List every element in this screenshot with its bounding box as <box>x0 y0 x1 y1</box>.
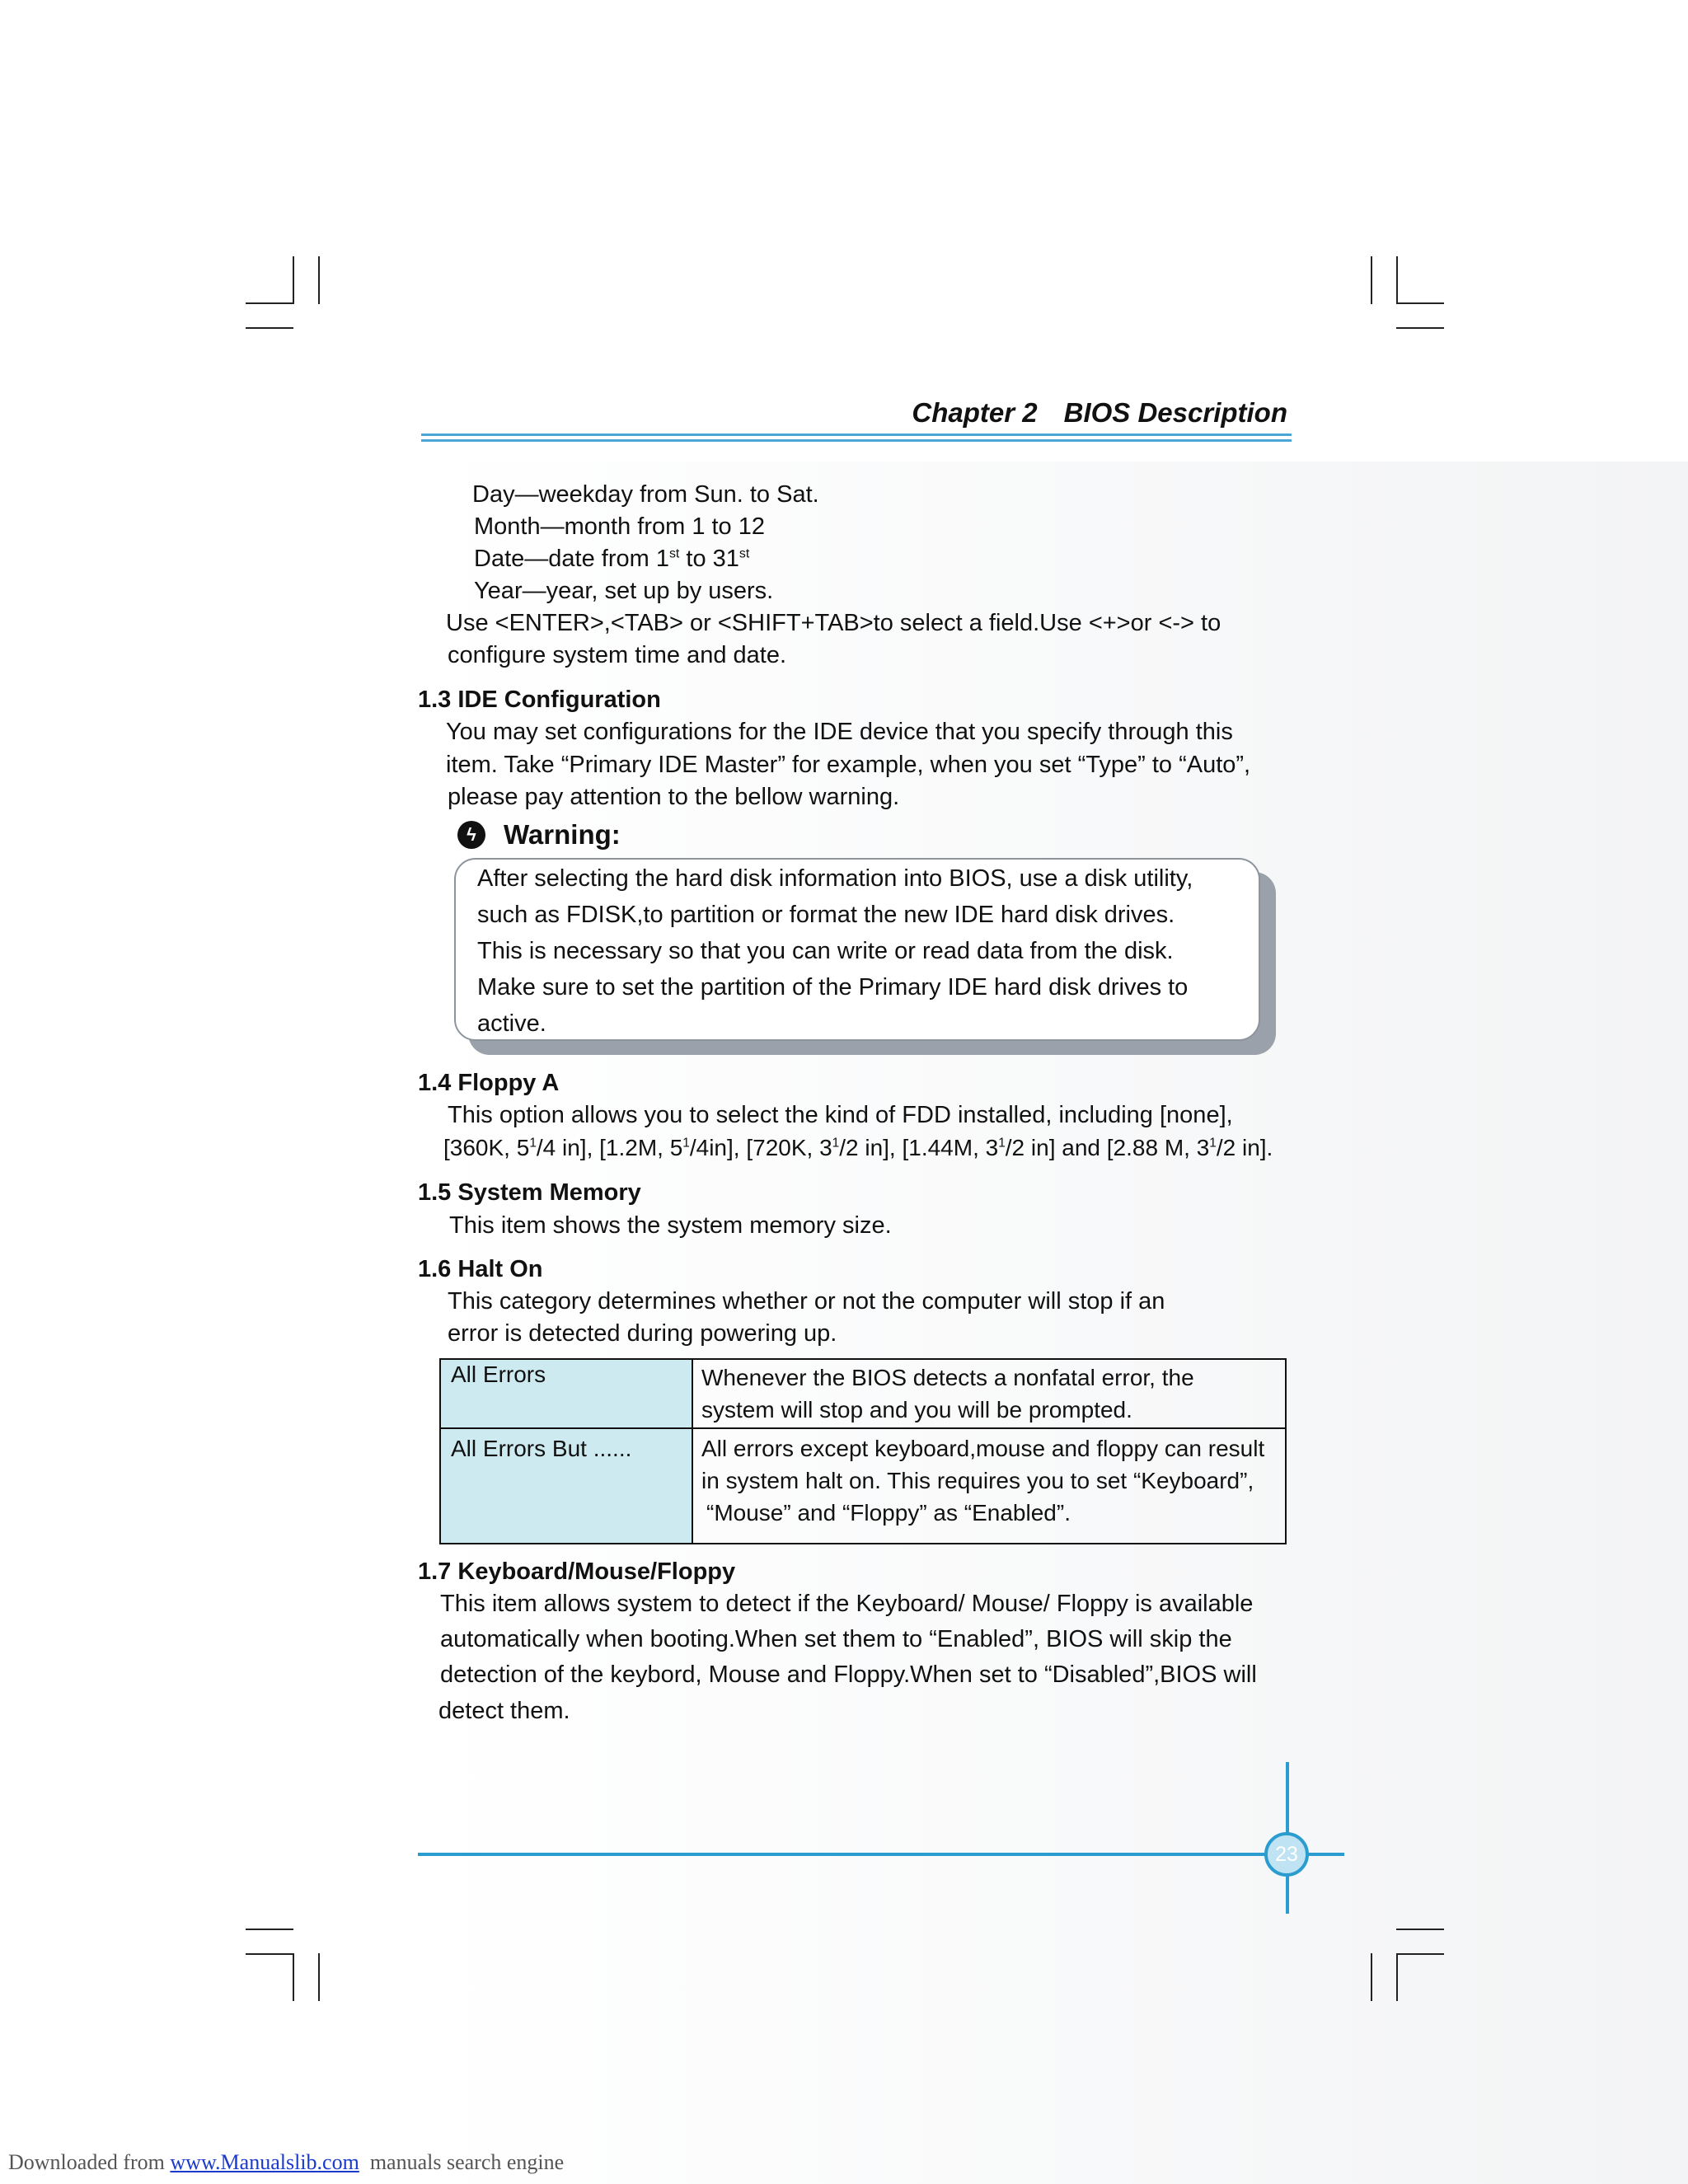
section-heading-halt: 1.6 Halt On <box>418 1256 543 1282</box>
table-cell-label: All Errors <box>440 1359 692 1428</box>
table-cell-desc <box>692 1428 1286 1544</box>
crop-mark-bottom-left-h <box>246 1929 293 1930</box>
table-row <box>440 1428 1286 1544</box>
section-heading-floppy: 1.4 Floppy A <box>418 1070 560 1096</box>
kbd-line-4: detect them. <box>438 1698 570 1724</box>
warning-icon: ϟ <box>457 821 485 849</box>
section-heading-ide: 1.3 IDE Configuration <box>418 687 661 713</box>
floppy-part: /4 in], [1.2M, 5 <box>536 1135 683 1160</box>
floppy-line-2 <box>443 1137 1273 1160</box>
crop-mark-top-right-h <box>1396 302 1444 304</box>
crop-mark-bottom-right-v <box>1371 1953 1372 2001</box>
page-number: 23 <box>1275 1842 1298 1866</box>
table-row <box>440 1359 1286 1428</box>
kbd-line-3: detection of the keybord, Mouse and Floppy.When set to “Disabled”,BIOS will <box>440 1661 1257 1688</box>
crop-mark-top-left-h <box>246 302 293 304</box>
crop-mark-top-left-h2 <box>246 327 293 329</box>
footer-prefix: Downloaded from <box>8 2150 171 2174</box>
halt-on-table <box>439 1358 1287 1544</box>
memory-line-1: This item shows the system memory size. <box>449 1212 892 1239</box>
manualslib-link[interactable]: www.Manualslib.com <box>170 2150 359 2174</box>
superscript: 1 <box>529 1136 537 1151</box>
superscript: 1 <box>998 1136 1006 1151</box>
table-cell-desc <box>692 1359 1286 1428</box>
warning-header <box>457 819 621 851</box>
footer-rule <box>418 1853 1344 1856</box>
kbd-line-2: automatically when booting.When set them to “Enabled”, BIOS will skip the <box>440 1626 1232 1652</box>
chapter-title: BIOS Description <box>1063 397 1287 428</box>
crop-mark-bottom-left-v <box>293 1953 294 2001</box>
use-keys-line-2: configure system time and date. <box>448 642 787 668</box>
crop-mark-bottom-left-v2 <box>318 1953 320 2001</box>
crop-mark-top-right-h2 <box>1396 327 1444 329</box>
section-heading-keyboard: 1.7 Keyboard/Mouse/Floppy <box>418 1558 736 1585</box>
floppy-part: /2 in], [1.44M, 3 <box>839 1135 999 1160</box>
warning-line: Make sure to set the partition of the Primary IDE hard disk drives to <box>477 974 1189 1001</box>
desc-line: “Mouse” and “Floppy” as “Enabled”. <box>706 1500 1071 1526</box>
superscript: st <box>738 546 750 561</box>
superscript: st <box>668 546 680 561</box>
date-line-part: Date—date from 1 <box>474 546 669 572</box>
desc-line: system will stop and you will be prompted. <box>701 1397 1132 1422</box>
section-heading-memory: 1.5 System Memory <box>418 1179 641 1206</box>
floppy-part: [360K, 5 <box>443 1135 530 1160</box>
desc-line: in system halt on. This requires you to set “Keyboard”, <box>701 1468 1254 1493</box>
halt-line-2: error is detected during powering up. <box>448 1320 837 1347</box>
crop-mark-top-right-v2 <box>1396 256 1398 304</box>
crop-mark-top-right-v <box>1371 256 1372 304</box>
halt-line-1: This category determines whether or not the computer will stop if an <box>448 1288 1165 1315</box>
chapter-number: Chapter 2 <box>912 397 1038 428</box>
chapter-header <box>912 397 1287 429</box>
use-keys-line-1: Use <ENTER>,<TAB> or <SHIFT+TAB>to select a field.Use <+>or <-> to <box>446 610 1221 636</box>
warning-line: such as FDISK,to partition or format the new IDE hard disk drives. <box>477 902 1175 928</box>
floppy-line-1: This option allows you to select the kind of FDD installed, including [none], <box>448 1102 1233 1128</box>
day-line: Day—weekday from Sun. to Sat. <box>472 481 819 508</box>
footer-suffix: manuals search engine <box>359 2150 565 2174</box>
header-rule <box>421 434 1292 436</box>
warning-line: After selecting the hard disk information into BIOS, use a disk utility, <box>477 865 1193 892</box>
year-line: Year—year, set up by users. <box>474 578 774 604</box>
warning-label: Warning: <box>504 819 621 850</box>
ide-line-1: You may set configurations for the IDE device that you specify through this <box>446 719 1233 745</box>
superscript: 1 <box>832 1136 840 1151</box>
ide-line-3: please pay attention to the bellow warning. <box>448 784 900 810</box>
date-line-part: to 31 <box>679 546 739 572</box>
superscript: 1 <box>682 1136 690 1151</box>
crop-mark-bottom-right-h <box>1396 1929 1444 1930</box>
floppy-part: /4in], [720K, 3 <box>689 1135 832 1160</box>
table-cell-label: All Errors But ...... <box>440 1428 692 1544</box>
warning-line: active. <box>477 1010 546 1037</box>
floppy-part: /2 in]. <box>1216 1135 1273 1160</box>
date-line <box>474 547 749 571</box>
crop-mark-bottom-left-h2 <box>246 1953 293 1955</box>
superscript: 1 <box>1209 1136 1217 1151</box>
desc-line: All errors except keyboard,mouse and floppy can result <box>701 1436 1265 1461</box>
crop-mark-top-left-v <box>293 256 294 304</box>
month-line: Month—month from 1 to 12 <box>474 513 765 540</box>
download-footer <box>8 2150 564 2175</box>
crop-mark-top-left-v2 <box>318 256 320 304</box>
warning-line: This is necessary so that you can write or read data from the disk. <box>477 938 1174 964</box>
crop-mark-bottom-right-h2 <box>1396 1953 1444 1955</box>
header-rule-2 <box>421 439 1292 442</box>
ide-line-2: item. Take “Primary IDE Master” for example, when you set “Type” to “Auto”, <box>446 752 1251 778</box>
page-number-badge <box>1264 1832 1309 1877</box>
desc-line: Whenever the BIOS detects a nonfatal error, the <box>701 1365 1194 1390</box>
kbd-line-1: This item allows system to detect if the Keyboard/ Mouse/ Floppy is available <box>440 1591 1254 1617</box>
floppy-part: /2 in] and [2.88 M, 3 <box>1005 1135 1210 1160</box>
crop-mark-bottom-right-v2 <box>1396 1953 1398 2001</box>
